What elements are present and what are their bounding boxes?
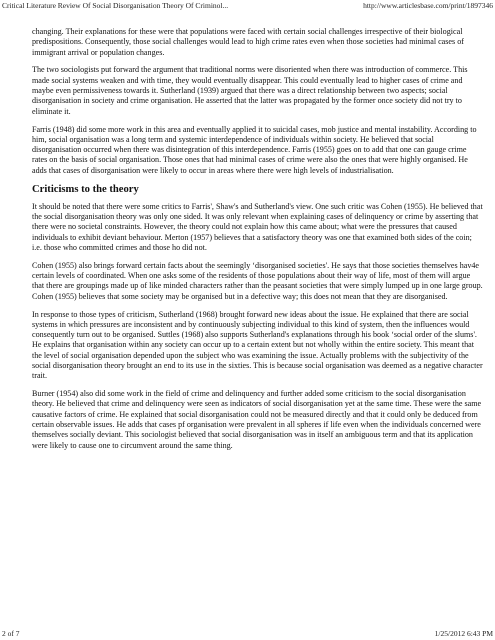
page-number: 2 of 7: [2, 629, 20, 638]
print-header-title: Critical Literature Review Of Social Disorganisation Theory Of Criminol...: [2, 1, 229, 10]
article-body: [32, 27, 483, 459]
paragraph: In response to those types of criticism, Sutherland (1968) brought forward new ideas about the issue. He explained that there are social systems in which pressures are inconsistent and by continuously subjecting individual to this kind of system, then the influences would consequently turn out to be organised. Suttles (1968) also supports Sutherland's explanations through his book ‘social order of the slums'. He explains that organisation within any society can occur up to a certain extent but not wholly within the entire society. This meant that the level of social organisation depended upon the subject who was examining the issue. Actually problems with the subjectivity of the social disorganisation theory brought an end to its use in the sixties. This is because social organisation was deemed as a negative character trait.: [32, 309, 483, 381]
print-footer: [0, 629, 495, 638]
section-heading: Criticisms to the theory: [32, 183, 139, 195]
print-header: [0, 1, 495, 10]
paragraph: Farris (1948) did some more work in this area and eventually applied it to suicidal cases, mob justice and mental instability. According to him, social organisation was a long term and systemic interdependence of individuals within society. He believed that social disorganisation occurred when there was disintegration of this interdependence. Farris (1955) goes on to add that one can gauge crime rates on the basis of social organisation. Those ones that had minimal cases of crime were also the ones that were highly organised. He adds that cases of disorganisation were likely to occur in areas where there were high levels of industrialisation.: [32, 124, 477, 175]
paragraph: Cohen (1955) also brings forward certain facts about the seemingly ‘disorganised societies'. He says that those societies themselves hav4e certain levels of coordinated. When one asks some of the residents of those populations about their way of life, most of them will argue that there are groupings made up of like minded characters rather than the peasant societies that were simply lumped up in one large group. Cohen (1955) believes that some society may be organised but in a defective way; this does not mean that they are disorganised.: [32, 260, 483, 301]
paragraph: It should be noted that there were some critics to Farris', Shaw's and Sutherland's view. One such critic was Cohen (1955). He believed that the social disorganisation theory was only one sided. It was only relevant when explaining cases of delinquency or crime by asserting that there were no societal constraints. However, the theory could not explain how this came about; what were the pressures that caused individuals to exhibit deviant behaviour. Merton (1957) believes that a satisfactory theory was one that examined both sides of the coin; i.e. those who committed crimes and those ho did not.: [32, 201, 483, 252]
print-header-url: http://www.articlesbase.com/print/1897346: [363, 1, 493, 10]
paragraph: changing. Their explanations for these were that populations were faced with certain social challenges irrespective of their biological predispositions. Consequently, those social challenges would lead to high crime rates even when those societies had minimal cases of immigrant arrival or population changes.: [32, 27, 464, 57]
paragraph: Burner (1954) also did some work in the field of crime and delinquency and further added some criticism to the social disorganisation theory. He believed that crime and delinquency were seen as indicators of social disorganisation yet at the same time. These were the same causative factors of crime. He explained that social disorganisation could not be measured directly and that it could only be deduced from certain observable issues. He adds that cases pf organisation were prevalent in all spheres if life even when the individuals concerned were themselves socially deviant. This sociologist believed that social disorganisation was in itself an ambiguous term and that its application were likely to cause one to circumvent around the same thing.: [32, 389, 482, 450]
print-timestamp: 1/25/2012 6:43 PM: [434, 629, 493, 638]
paragraph: The two sociologists put forward the argument that traditional norms were disoriented when there was introduction of commerce. This made social systems weaken and with time, they would eventually disappear. This could eventually lead to higher cases of crime and maybe even permissiveness towards it. Sutherland (1939) argued that there was a direct relationship between two aspects; social disorganisation in society and crime organisation. He asserted that the latter was propagated by the former once society did not try to eliminate it.: [32, 65, 468, 116]
